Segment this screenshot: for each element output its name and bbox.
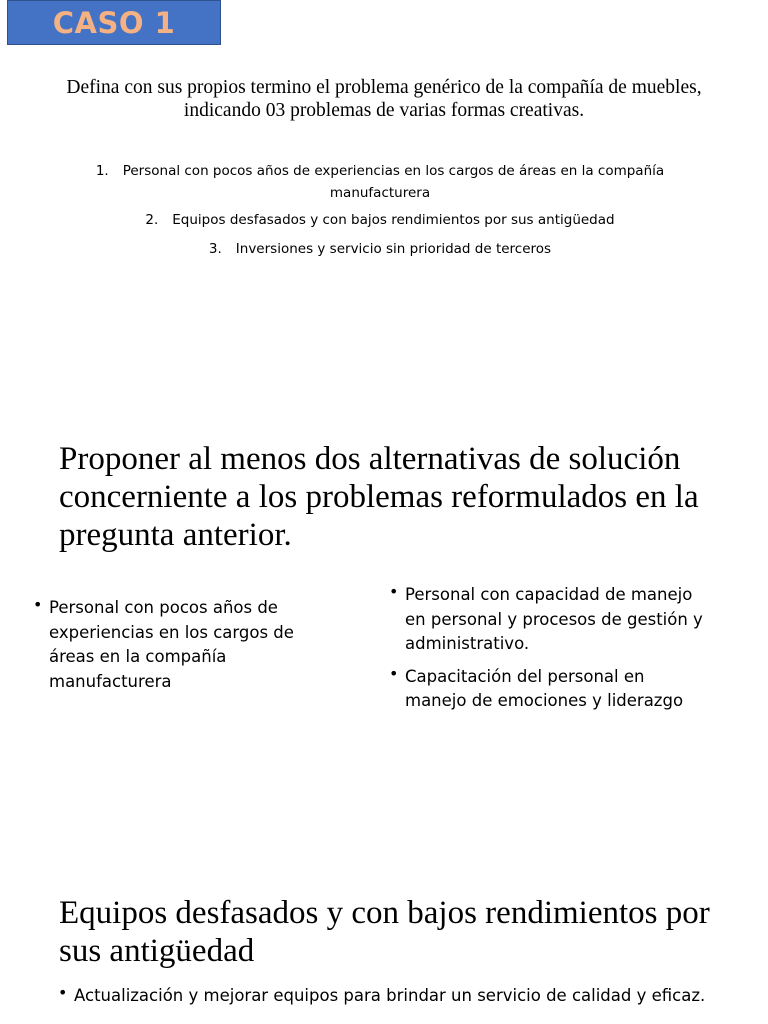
section-3-heading: Equipos desfasados y con bajos rendimientos por sus antigüedad <box>59 895 710 969</box>
list-item-text: Personal con capacidad de manejo en personal y procesos de gestión y administrativo. <box>405 585 703 653</box>
problem-number: 2. <box>145 212 159 228</box>
problem-item-2 <box>60 209 700 231</box>
problem-item-3 <box>60 238 700 260</box>
problem-bullet-list <box>33 596 338 694</box>
problem-number: 3. <box>208 241 222 257</box>
solution-bullet-list <box>389 583 709 714</box>
list-item <box>389 583 709 657</box>
section-3-bullet-list <box>58 984 748 1009</box>
bullet-icon: • <box>33 595 43 614</box>
bullet-icon: • <box>58 983 68 1002</box>
question-1-line-1: Defina con sus propios termino el problema genérico de la compañía de muebles, <box>66 77 702 98</box>
question-1-line-2: indicando 03 problemas de varias formas creativas. <box>183 100 585 121</box>
list-item <box>58 984 748 1009</box>
bullet-icon: • <box>389 663 399 683</box>
problem-text: Inversiones y servicio sin prioridad de terceros <box>235 241 552 257</box>
problem-number: 1. <box>95 163 109 179</box>
case-title-badge <box>7 0 221 45</box>
problem-text: Equipos desfasados y con bajos rendimientos por sus antigüedad <box>172 212 615 228</box>
problem-text: Personal con pocos años de experiencias en los cargos de áreas en la compañía manufacturera <box>122 163 665 201</box>
list-item <box>33 596 338 694</box>
question-2-heading: Proponer al menos dos alternativas de solución concerniente a los problemas reformulados en la pregunta anterior. <box>59 441 699 553</box>
list-item-text: Capacitación del personal en manejo de emociones y liderazgo <box>405 666 684 710</box>
list-item-text: Personal con pocos años de experiencias en los cargos de áreas en la compañía manufacturera <box>49 598 294 691</box>
question-1 <box>10 76 758 122</box>
list-item-text: Actualización y mejorar equipos para brindar un servicio de calidad y eficaz. <box>74 986 706 1005</box>
bullet-icon: • <box>389 582 399 601</box>
case-title: CASO 1 <box>52 5 176 40</box>
list-item <box>389 665 709 714</box>
problem-item-1 <box>60 160 700 204</box>
